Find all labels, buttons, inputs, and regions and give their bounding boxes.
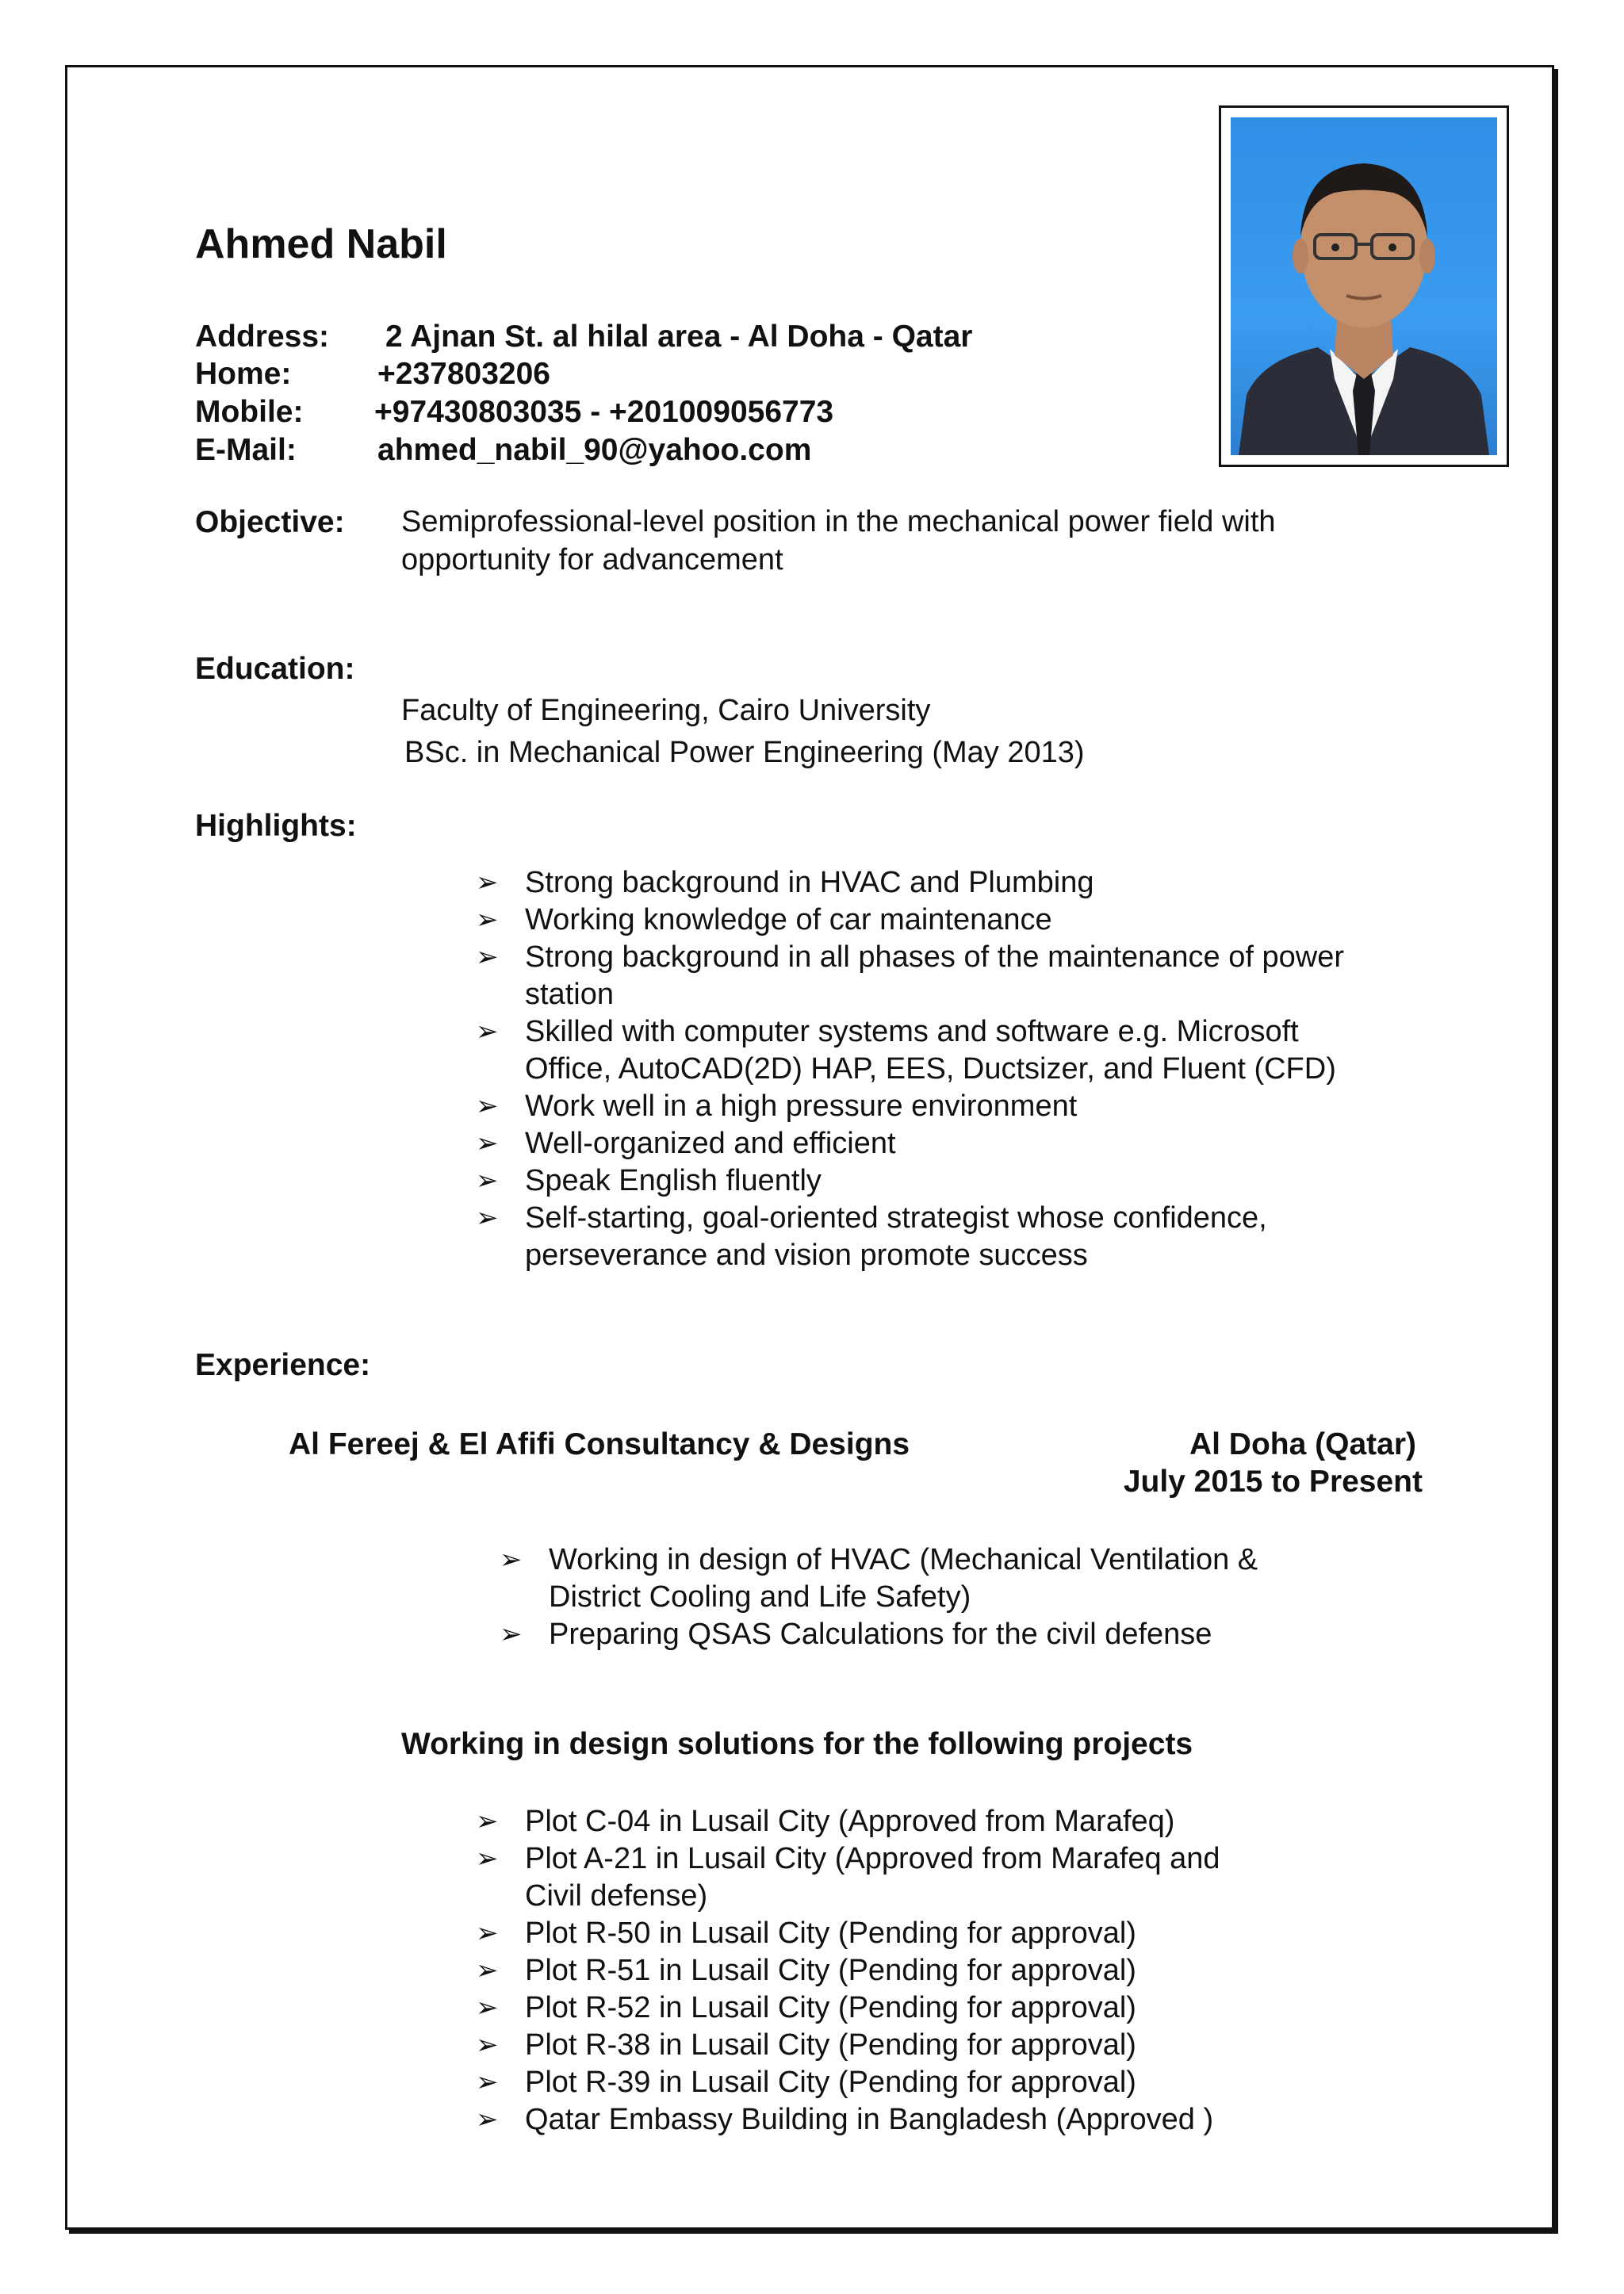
projects-heading: Working in design solutions for the following projects — [401, 1727, 1193, 1761]
objective-line-2: opportunity for advancement — [401, 543, 783, 576]
list-item: ➢ Work well in a high pressure environment — [476, 1088, 1344, 1125]
list-item: ➢ Strong background in HVAC and Plumbing — [476, 864, 1344, 902]
arrow-bullet-icon: ➢ — [476, 1203, 499, 1233]
employment-period: July 2015 to Present — [1123, 1465, 1423, 1499]
company-name: Al Fereej & El Afifi Consultancy & Designs — [289, 1427, 910, 1461]
mobile-label: Mobile: — [195, 395, 304, 429]
arrow-bullet-icon: ➢ — [476, 1128, 499, 1158]
highlights-label: Highlights: — [195, 809, 357, 843]
objective-line-1: Semiprofessional-level position in the mechanical power field with — [401, 505, 1276, 538]
list-item: ➢ Plot R-52 in Lusail City (Pending for approval) — [476, 1990, 1220, 2027]
list-item-continuation: perseverance and vision promote success — [525, 1239, 1088, 1272]
education-line-1: Faculty of Engineering, Cairo University — [401, 694, 931, 727]
arrow-bullet-icon: ➢ — [476, 2030, 499, 2060]
arrow-bullet-icon: ➢ — [476, 1844, 499, 1874]
home-value: +237803206 — [377, 357, 550, 391]
arrow-bullet-icon: ➢ — [476, 1091, 499, 1121]
list-item-continuation: station — [525, 978, 614, 1011]
company-location: Al Doha (Qatar) — [1189, 1427, 1416, 1461]
highlights-list — [476, 864, 1344, 1274]
email-value[interactable]: ahmed_nabil_90@yahoo.com — [377, 433, 812, 467]
list-item: ➢ Qatar Embassy Building in Bangladesh (Approved ) — [476, 2101, 1220, 2139]
arrow-bullet-icon: ➢ — [476, 905, 499, 935]
address-label: Address: — [195, 320, 330, 354]
list-item: ➢ Skilled with computer systems and software e.g. Microsoft — [476, 1013, 1344, 1051]
list-item: ➢ Plot A-21 in Lusail City (Approved from Marafeq and — [476, 1840, 1220, 1878]
list-item: ➢ Preparing QSAS Calculations for the civil defense — [500, 1616, 1258, 1653]
list-item-continuation: Office, AutoCAD(2D) HAP, EES, Ductsizer, and Fluent (CFD) — [525, 1052, 1336, 1086]
home-label: Home: — [195, 357, 292, 391]
arrow-bullet-icon: ➢ — [500, 1619, 523, 1649]
arrow-bullet-icon: ➢ — [476, 1806, 499, 1836]
arrow-bullet-icon: ➢ — [476, 1993, 499, 2023]
applicant-name: Ahmed Nabil — [195, 221, 447, 267]
experience-label: Experience: — [195, 1348, 371, 1382]
list-item: ➢ Plot R-51 in Lusail City (Pending for approval) — [476, 1952, 1220, 1990]
list-item: ➢ Working knowledge of car maintenance — [476, 902, 1344, 939]
email-label: E-Mail: — [195, 433, 297, 467]
list-item: ➢ Plot R-50 in Lusail City (Pending for approval) — [476, 1915, 1220, 1952]
list-item: ➢ Working in design of HVAC (Mechanical Ventilation & — [500, 1541, 1258, 1579]
education-line-2: BSc. in Mechanical Power Engineering (May 2013) — [404, 736, 1085, 769]
arrow-bullet-icon: ➢ — [476, 867, 499, 898]
address-value: 2 Ajnan St. al hilal area - Al Doha - Qatar — [385, 320, 973, 354]
arrow-bullet-icon: ➢ — [476, 1955, 499, 1986]
arrow-bullet-icon: ➢ — [500, 1545, 523, 1575]
profile-photo — [1231, 117, 1497, 455]
arrow-bullet-icon: ➢ — [476, 1166, 499, 1196]
list-item: ➢ Speak English fluently — [476, 1162, 1344, 1200]
profile-photo-frame — [1219, 105, 1509, 467]
list-item: ➢ Plot R-39 in Lusail City (Pending for approval) — [476, 2064, 1220, 2101]
person-silhouette-icon — [1231, 117, 1497, 455]
objective-label: Objective: — [195, 505, 345, 539]
list-item-continuation: Civil defense) — [525, 1879, 708, 1913]
arrow-bullet-icon: ➢ — [476, 2067, 499, 2097]
list-item: ➢ Self-starting, goal-oriented strategist whose confidence, — [476, 1200, 1344, 1237]
list-item: ➢ Plot R-38 in Lusail City (Pending for approval) — [476, 2027, 1220, 2064]
arrow-bullet-icon: ➢ — [476, 1918, 499, 1948]
list-item: ➢ Well-organized and efficient — [476, 1125, 1344, 1162]
list-item: ➢ Strong background in all phases of the maintenance of power — [476, 939, 1344, 976]
duties-list — [500, 1541, 1258, 1653]
list-item: ➢ Plot C-04 in Lusail City (Approved from Marafeq) — [476, 1803, 1220, 1840]
projects-list — [476, 1803, 1220, 2139]
mobile-value: +97430803035 - +201009056773 — [374, 395, 834, 429]
arrow-bullet-icon: ➢ — [476, 1017, 499, 1047]
list-item-continuation: District Cooling and Life Safety) — [549, 1580, 971, 1614]
arrow-bullet-icon: ➢ — [476, 2104, 499, 2135]
education-label: Education: — [195, 652, 355, 686]
arrow-bullet-icon: ➢ — [476, 942, 499, 972]
